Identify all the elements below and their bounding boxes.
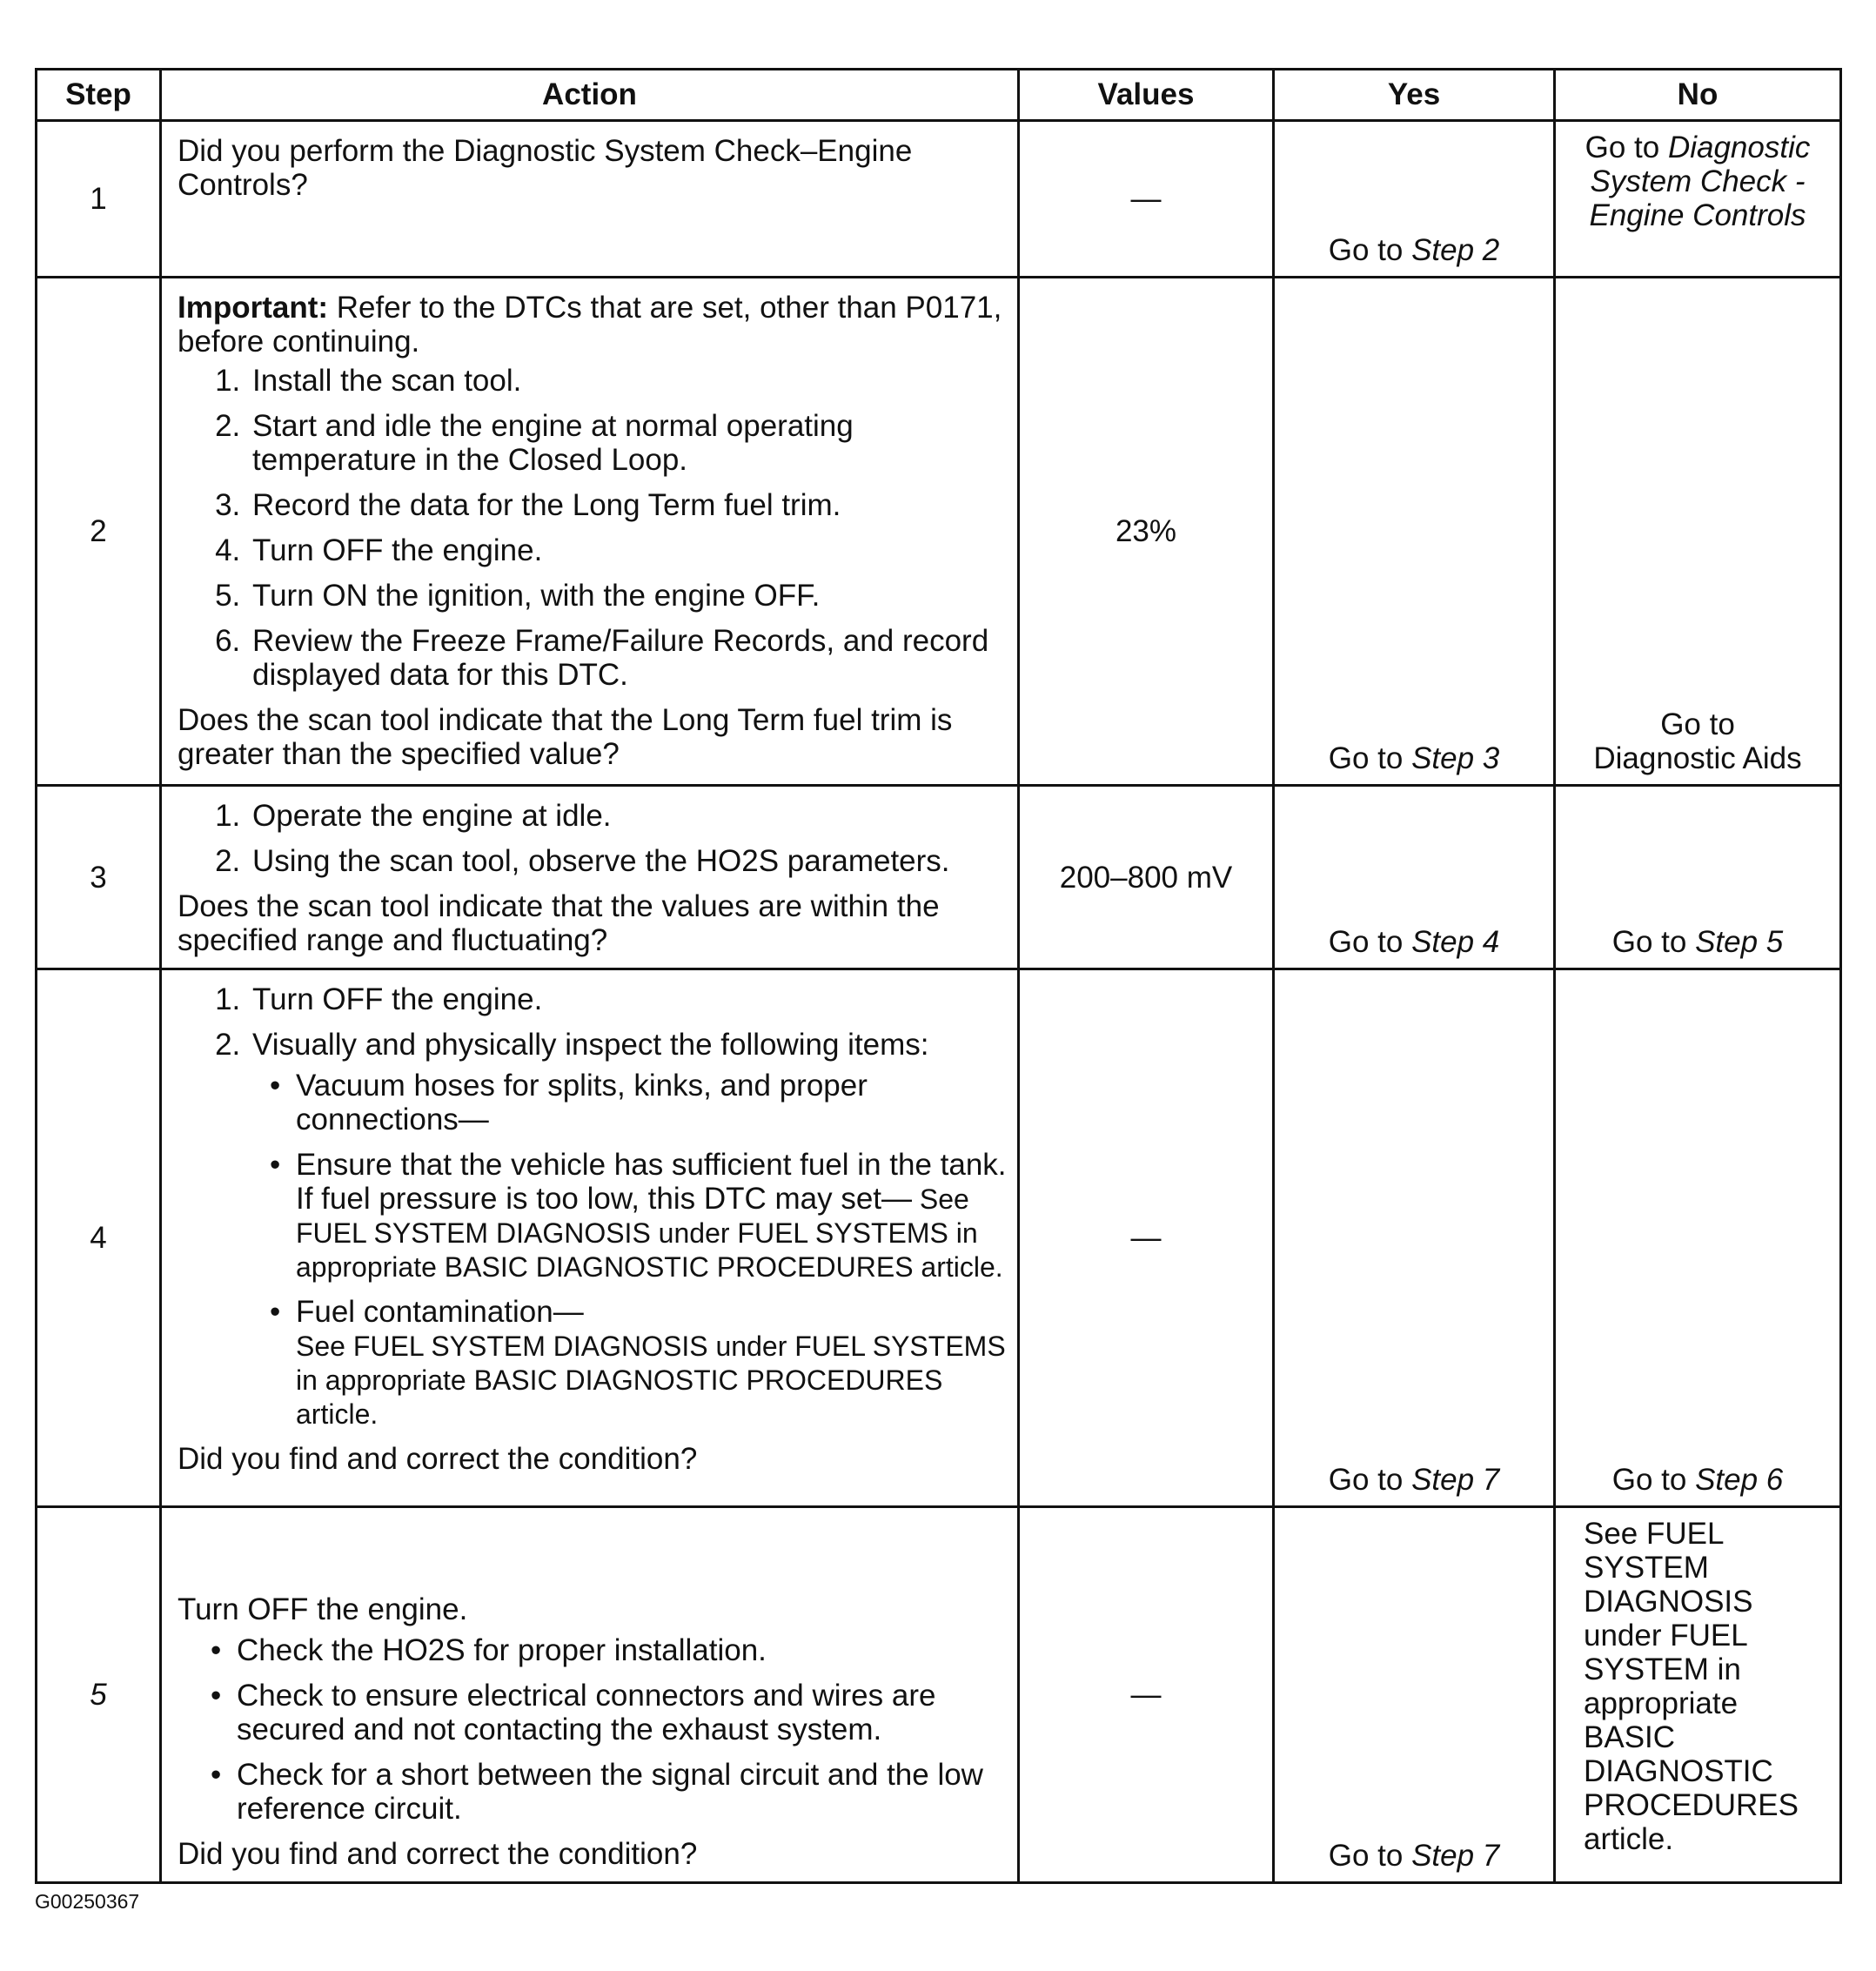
- procedure-list: [178, 799, 1008, 878]
- header-yes: Yes: [1274, 70, 1555, 121]
- bullet-item: • Check for a short between the signal circuit and the low reference circuit.: [237, 1758, 1008, 1826]
- no-reference-text: See FUEL SYSTEM DIAGNOSIS under FUEL SYSTEM in appropriate BASIC DIAGNOSTIC PROCEDURES article.: [1584, 1517, 1799, 1856]
- no-link: Diagnostic System Check - Engine Controls: [1589, 131, 1811, 232]
- action-question: Did you find and correct the condition?: [178, 1837, 698, 1871]
- yes-cell: [1274, 278, 1555, 786]
- action-question: Does the scan tool indicate that the values are within the specified range and fluctuating?: [178, 889, 940, 957]
- table-row: [37, 786, 1841, 969]
- no-line-1: Go to: [1660, 707, 1735, 741]
- no-cell: [1555, 1507, 1841, 1883]
- list-item: 6. Review the Freeze Frame/Failure Records, and record displayed data for this DTC.: [249, 624, 1008, 692]
- yes-cell: [1274, 786, 1555, 969]
- bullet-item: [296, 1295, 1008, 1431]
- action-cell: [161, 121, 1019, 278]
- yes-cell: [1274, 969, 1555, 1507]
- action-question: Did you find and correct the condition?: [178, 1442, 698, 1476]
- bullet-item: [296, 1069, 1008, 1136]
- header-values: Values: [1019, 70, 1274, 121]
- value-cell: —: [1019, 121, 1274, 278]
- list-item: 5. Turn ON the ignition, with the engine OFF.: [249, 579, 1008, 613]
- yes-prefix: Go to: [1328, 1463, 1412, 1497]
- yes-step-link: Step 7: [1411, 1839, 1500, 1873]
- list-item: 2. Start and idle the engine at normal operating temperature in the Closed Loop.: [249, 409, 1008, 477]
- step-number: 2: [37, 278, 161, 786]
- header-row: [37, 70, 1841, 121]
- action-cell: [161, 786, 1019, 969]
- yes-step-link: Step 4: [1411, 925, 1500, 959]
- list-item-text: Visually and physically inspect the following items:: [252, 1028, 929, 1062]
- yes-cell: [1274, 121, 1555, 278]
- no-cell: [1555, 786, 1841, 969]
- list-item: 1. Turn OFF the engine.: [249, 982, 1008, 1016]
- important-label: Important:: [178, 291, 329, 325]
- check-list: [178, 1633, 1008, 1826]
- no-step-link: Step 5: [1695, 925, 1784, 959]
- no-step-link: Step 6: [1695, 1463, 1784, 1497]
- list-item: 4. Turn OFF the engine.: [249, 533, 1008, 567]
- value-cell: 23%: [1019, 278, 1274, 786]
- header-no: No: [1555, 70, 1841, 121]
- value-cell: 200–800 mV: [1019, 786, 1274, 969]
- bullet-reference: See FUEL SYSTEM DIAGNOSIS under FUEL SYSTEMS in appropriate BASIC DIAGNOSTIC PROCEDURES article.: [296, 1331, 1006, 1430]
- table-row: [37, 121, 1841, 278]
- step-number: 5: [37, 1507, 161, 1883]
- yes-prefix: Go to: [1328, 233, 1412, 267]
- list-item: [249, 1028, 1008, 1431]
- no-line-2: Diagnostic Aids: [1593, 741, 1802, 775]
- no-prefix: Go to: [1585, 131, 1668, 164]
- no-prefix: Go to: [1611, 1463, 1696, 1497]
- yes-step-link: Step 3: [1411, 741, 1500, 775]
- action-question: Did you perform the Diagnostic System Check–Engine Controls?: [178, 134, 913, 202]
- no-cell: [1555, 969, 1841, 1507]
- procedure-list: [178, 364, 1008, 692]
- procedure-list: [178, 982, 1008, 1431]
- bullet-item: • Check the HO2S for proper installation.: [237, 1633, 1008, 1667]
- action-cell: [161, 969, 1019, 1507]
- table-row: [37, 969, 1841, 1507]
- step-number: 3: [37, 786, 161, 969]
- list-item: 1. Operate the engine at idle.: [249, 799, 1008, 833]
- yes-step-link: Step 2: [1411, 233, 1500, 267]
- step-number: 4: [37, 969, 161, 1507]
- header-action: Action: [161, 70, 1019, 121]
- yes-prefix: Go to: [1328, 741, 1412, 775]
- yes-prefix: Go to: [1328, 1839, 1412, 1873]
- yes-prefix: Go to: [1328, 925, 1412, 959]
- bullet-reference: See FUEL SYSTEM DIAGNOSIS under FUEL SYSTEMS in appropriate BASIC DIAGNOSTIC PROCEDURES article.: [296, 1183, 1003, 1283]
- important-note: [178, 291, 1008, 359]
- bullet-text: Ensure that the vehicle has sufficient fuel in the tank. If fuel pressure is too low, this DTC may set—: [296, 1148, 1007, 1216]
- important-text: Refer to the DTCs that are set, other than P0171, before continuing.: [178, 291, 1002, 359]
- header-step: Step: [37, 70, 161, 121]
- step-number: 1: [37, 121, 161, 278]
- list-item: 3. Record the data for the Long Term fuel trim.: [249, 488, 1008, 522]
- table-row: [37, 278, 1841, 786]
- no-prefix: Go to: [1611, 925, 1696, 959]
- list-item: 2. Using the scan tool, observe the HO2S parameters.: [249, 844, 1008, 878]
- bullet-text: Fuel contamination—: [296, 1295, 584, 1329]
- action-intro: Turn OFF the engine.: [178, 1592, 468, 1626]
- bullet-item: • Check to ensure electrical connectors and wires are secured and not contacting the exhaust system.: [237, 1679, 1008, 1746]
- bullet-text: Vacuum hoses for splits, kinks, and proper connections—: [296, 1069, 868, 1136]
- table-row: [37, 1507, 1841, 1883]
- diagnostic-table: [35, 68, 1842, 1884]
- yes-step-link: Step 7: [1411, 1463, 1500, 1497]
- value-cell: —: [1019, 969, 1274, 1507]
- no-cell: [1555, 121, 1841, 278]
- no-cell: [1555, 278, 1841, 786]
- action-cell: [161, 1507, 1019, 1883]
- inspection-list: [252, 1069, 1008, 1431]
- value-cell: —: [1019, 1507, 1274, 1883]
- action-question: Does the scan tool indicate that the Long Term fuel trim is greater than the specified value?: [178, 703, 953, 771]
- action-cell: [161, 278, 1019, 786]
- list-item: 1. Install the scan tool.: [249, 364, 1008, 398]
- bullet-item: [296, 1148, 1008, 1284]
- figure-id: G00250367: [35, 1890, 140, 1913]
- yes-cell: [1274, 1507, 1555, 1883]
